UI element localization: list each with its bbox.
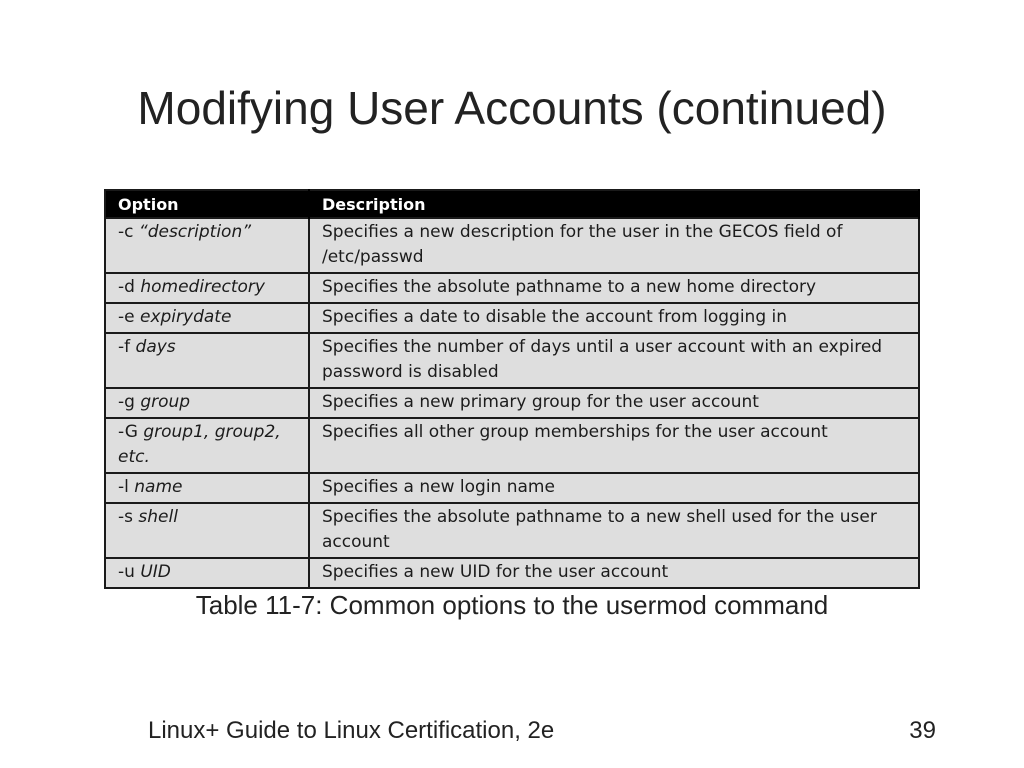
description-cell: Specifies a new login name [309, 473, 919, 503]
option-argument: days [135, 337, 176, 357]
table-row [105, 333, 919, 388]
description-cell: Specifies a date to disable the account from logging in [309, 303, 919, 333]
description-cell: Specifies the absolute pathname to a new home directory [309, 273, 919, 303]
option-flag: -l [118, 477, 135, 497]
table-row [105, 303, 919, 333]
option-argument: UID [140, 562, 171, 582]
table-caption: Table 11-7: Common options to the usermod command [195, 590, 829, 620]
description-cell: Specifies the number of days until a user account with an expired password is disabled [309, 333, 919, 388]
footer-text: Linux+ Guide to Linux Certification, 2e [148, 717, 555, 744]
option-flag: -g [118, 392, 141, 412]
option-flag: -G [118, 422, 144, 442]
option-cell [105, 273, 309, 303]
option-argument: group1, group2, etc. [118, 422, 281, 467]
option-cell [105, 418, 309, 473]
table-row [105, 473, 919, 503]
table-row [105, 273, 919, 303]
page-number: 39 [909, 717, 936, 744]
option-flag: -s [118, 507, 139, 527]
option-argument: expirydate [140, 307, 232, 327]
header-description: Description [309, 190, 919, 218]
table-row [105, 388, 919, 418]
option-cell [105, 473, 309, 503]
option-cell [105, 558, 309, 588]
table-header-row [105, 190, 919, 218]
option-flag: -f [118, 337, 136, 357]
option-flag: -d [118, 277, 141, 297]
option-cell [105, 303, 309, 333]
table-row [105, 558, 919, 588]
option-argument: name [134, 477, 183, 497]
option-cell [105, 333, 309, 388]
description-cell: Specifies all other group memberships for the user account [309, 418, 919, 473]
option-argument: homedirectory [140, 277, 265, 297]
table-row [105, 218, 919, 273]
table-row [105, 503, 919, 558]
option-cell [105, 218, 309, 273]
option-argument: group [140, 392, 191, 412]
option-argument: shell [138, 507, 178, 527]
option-cell [105, 503, 309, 558]
description-cell: Specifies a new UID for the user account [309, 558, 919, 588]
slide-title: Modifying User Accounts (continued) [137, 82, 887, 134]
header-option: Option [105, 190, 309, 218]
option-flag: -u [118, 562, 141, 582]
option-cell [105, 388, 309, 418]
table-row [105, 418, 919, 473]
description-cell: Specifies the absolute pathname to a new shell used for the user account [309, 503, 919, 558]
option-flag: -e [118, 307, 140, 327]
usermod-options-table [104, 189, 920, 589]
option-flag: -c [118, 222, 139, 242]
description-cell: Specifies a new description for the user in the GECOS field of /etc/passwd [309, 218, 919, 273]
description-cell: Specifies a new primary group for the user account [309, 388, 919, 418]
option-argument: “description” [138, 222, 252, 242]
